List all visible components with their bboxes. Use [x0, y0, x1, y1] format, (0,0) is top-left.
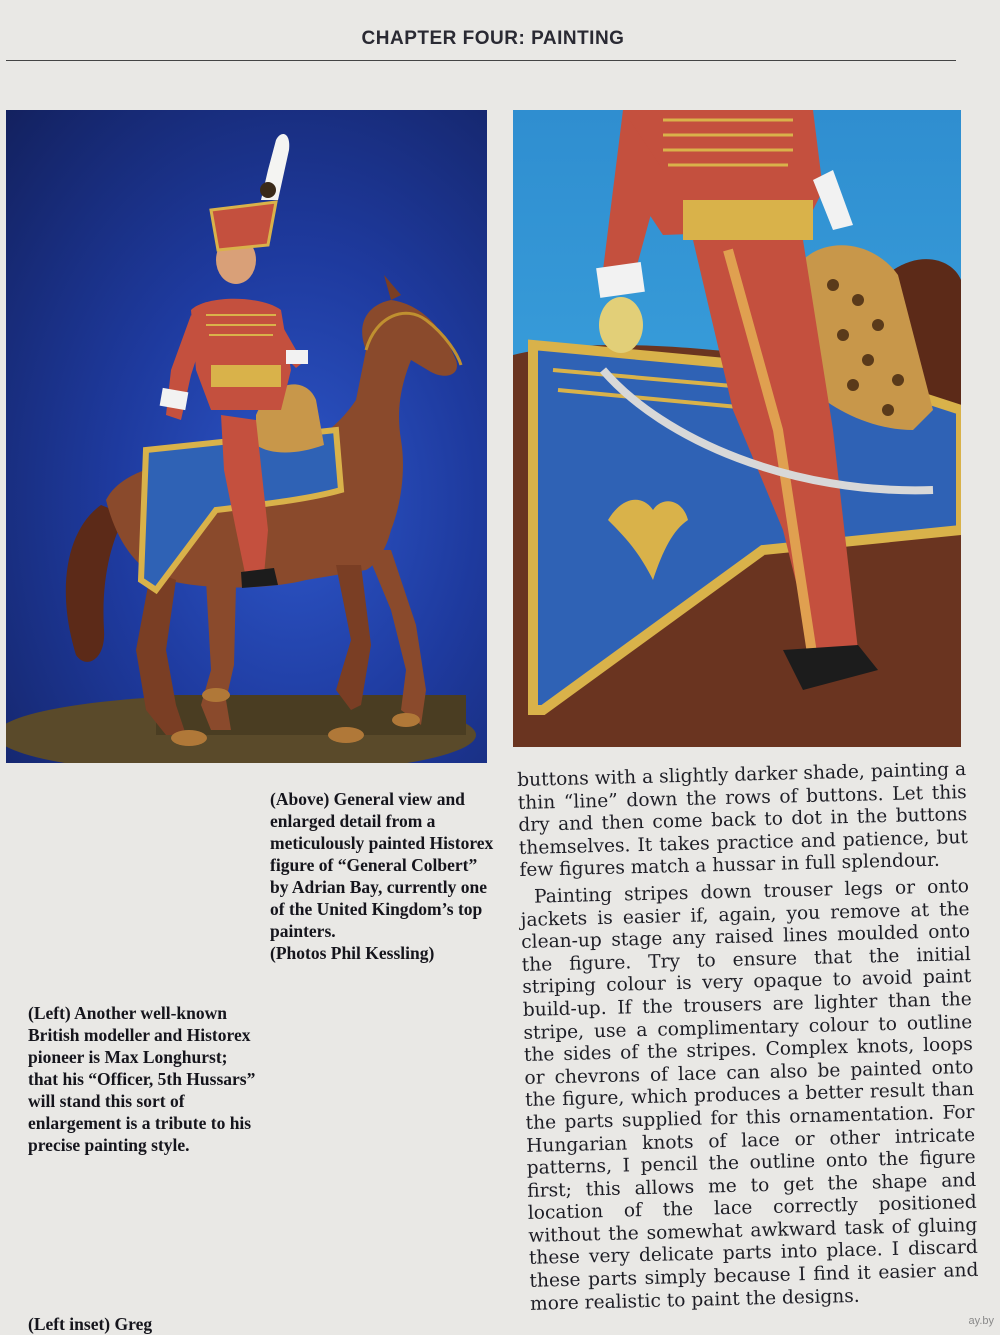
chapter-header: [0, 28, 1000, 50]
body-paragraph-1: buttons with a slightly darker shade, painting a thin “line” down the rows of buttons. Let this dry and then come back to dot in the buttons themselves. It takes practice and patience, but few figures match a hussar in full splendour.: [517, 759, 969, 882]
rider-shako: [211, 202, 276, 250]
caption-above: [270, 788, 500, 964]
caption-above-credit: (Photos Phil Kessling): [270, 943, 435, 963]
chapter-title: CHAPTER FOUR: PAINTING: [361, 28, 625, 49]
detail-illustration: [513, 110, 961, 747]
body-column: [517, 759, 979, 1316]
watermark: ay.by: [968, 1315, 994, 1327]
body-paragraph-2: Painting stripes down trouser legs or onto jackets is easier if, again, you remove at the clean-up stage any raised lines moulded onto the figure. Try to ensure that the initial striping colour is very opaque to avoid paint build-up. If the trousers are lighter than the stripe, use a complimentary colour to outline the sides of the stripes. Complex knots, loops or chevrons of lace can also be painted onto the figure, which produces a better result than the parts supplied for this ornamentation. For Hungarian knots of lace or other intricate patterns, I pencil the outline onto the figure first; this allows me to get the shape and location of the lace correctly positioned without the somewhat awkward task of gluing these very delicate parts into place. I discard these parts simply because I find it easier and more realistic to paint the designs.: [520, 875, 979, 1315]
caption-left: (Left) Another well-known British modeller and Historex pioneer is Max Longhurst; that his “Officer, 5th Hussars” will stand this sort of enlargement is a tribute to his precise painting style.: [28, 1003, 256, 1155]
horse-leg-front-left: [336, 565, 371, 710]
header-rule: [6, 60, 956, 61]
caption-above-text: (Above) General view and enlarged detail from a meticulously painted Historex figure of “General Colbert” by Adrian Bay, currently one of the United Kingdom’s top painters.: [270, 789, 494, 941]
detail-sash: [683, 200, 813, 240]
mounted-figure-illustration: [6, 110, 487, 763]
caption-left-inset: (Left inset) Greg: [28, 1314, 153, 1334]
photo-enlarged-detail: [513, 110, 961, 747]
photo-general-view: [6, 110, 487, 763]
rider-sash: [211, 365, 281, 387]
